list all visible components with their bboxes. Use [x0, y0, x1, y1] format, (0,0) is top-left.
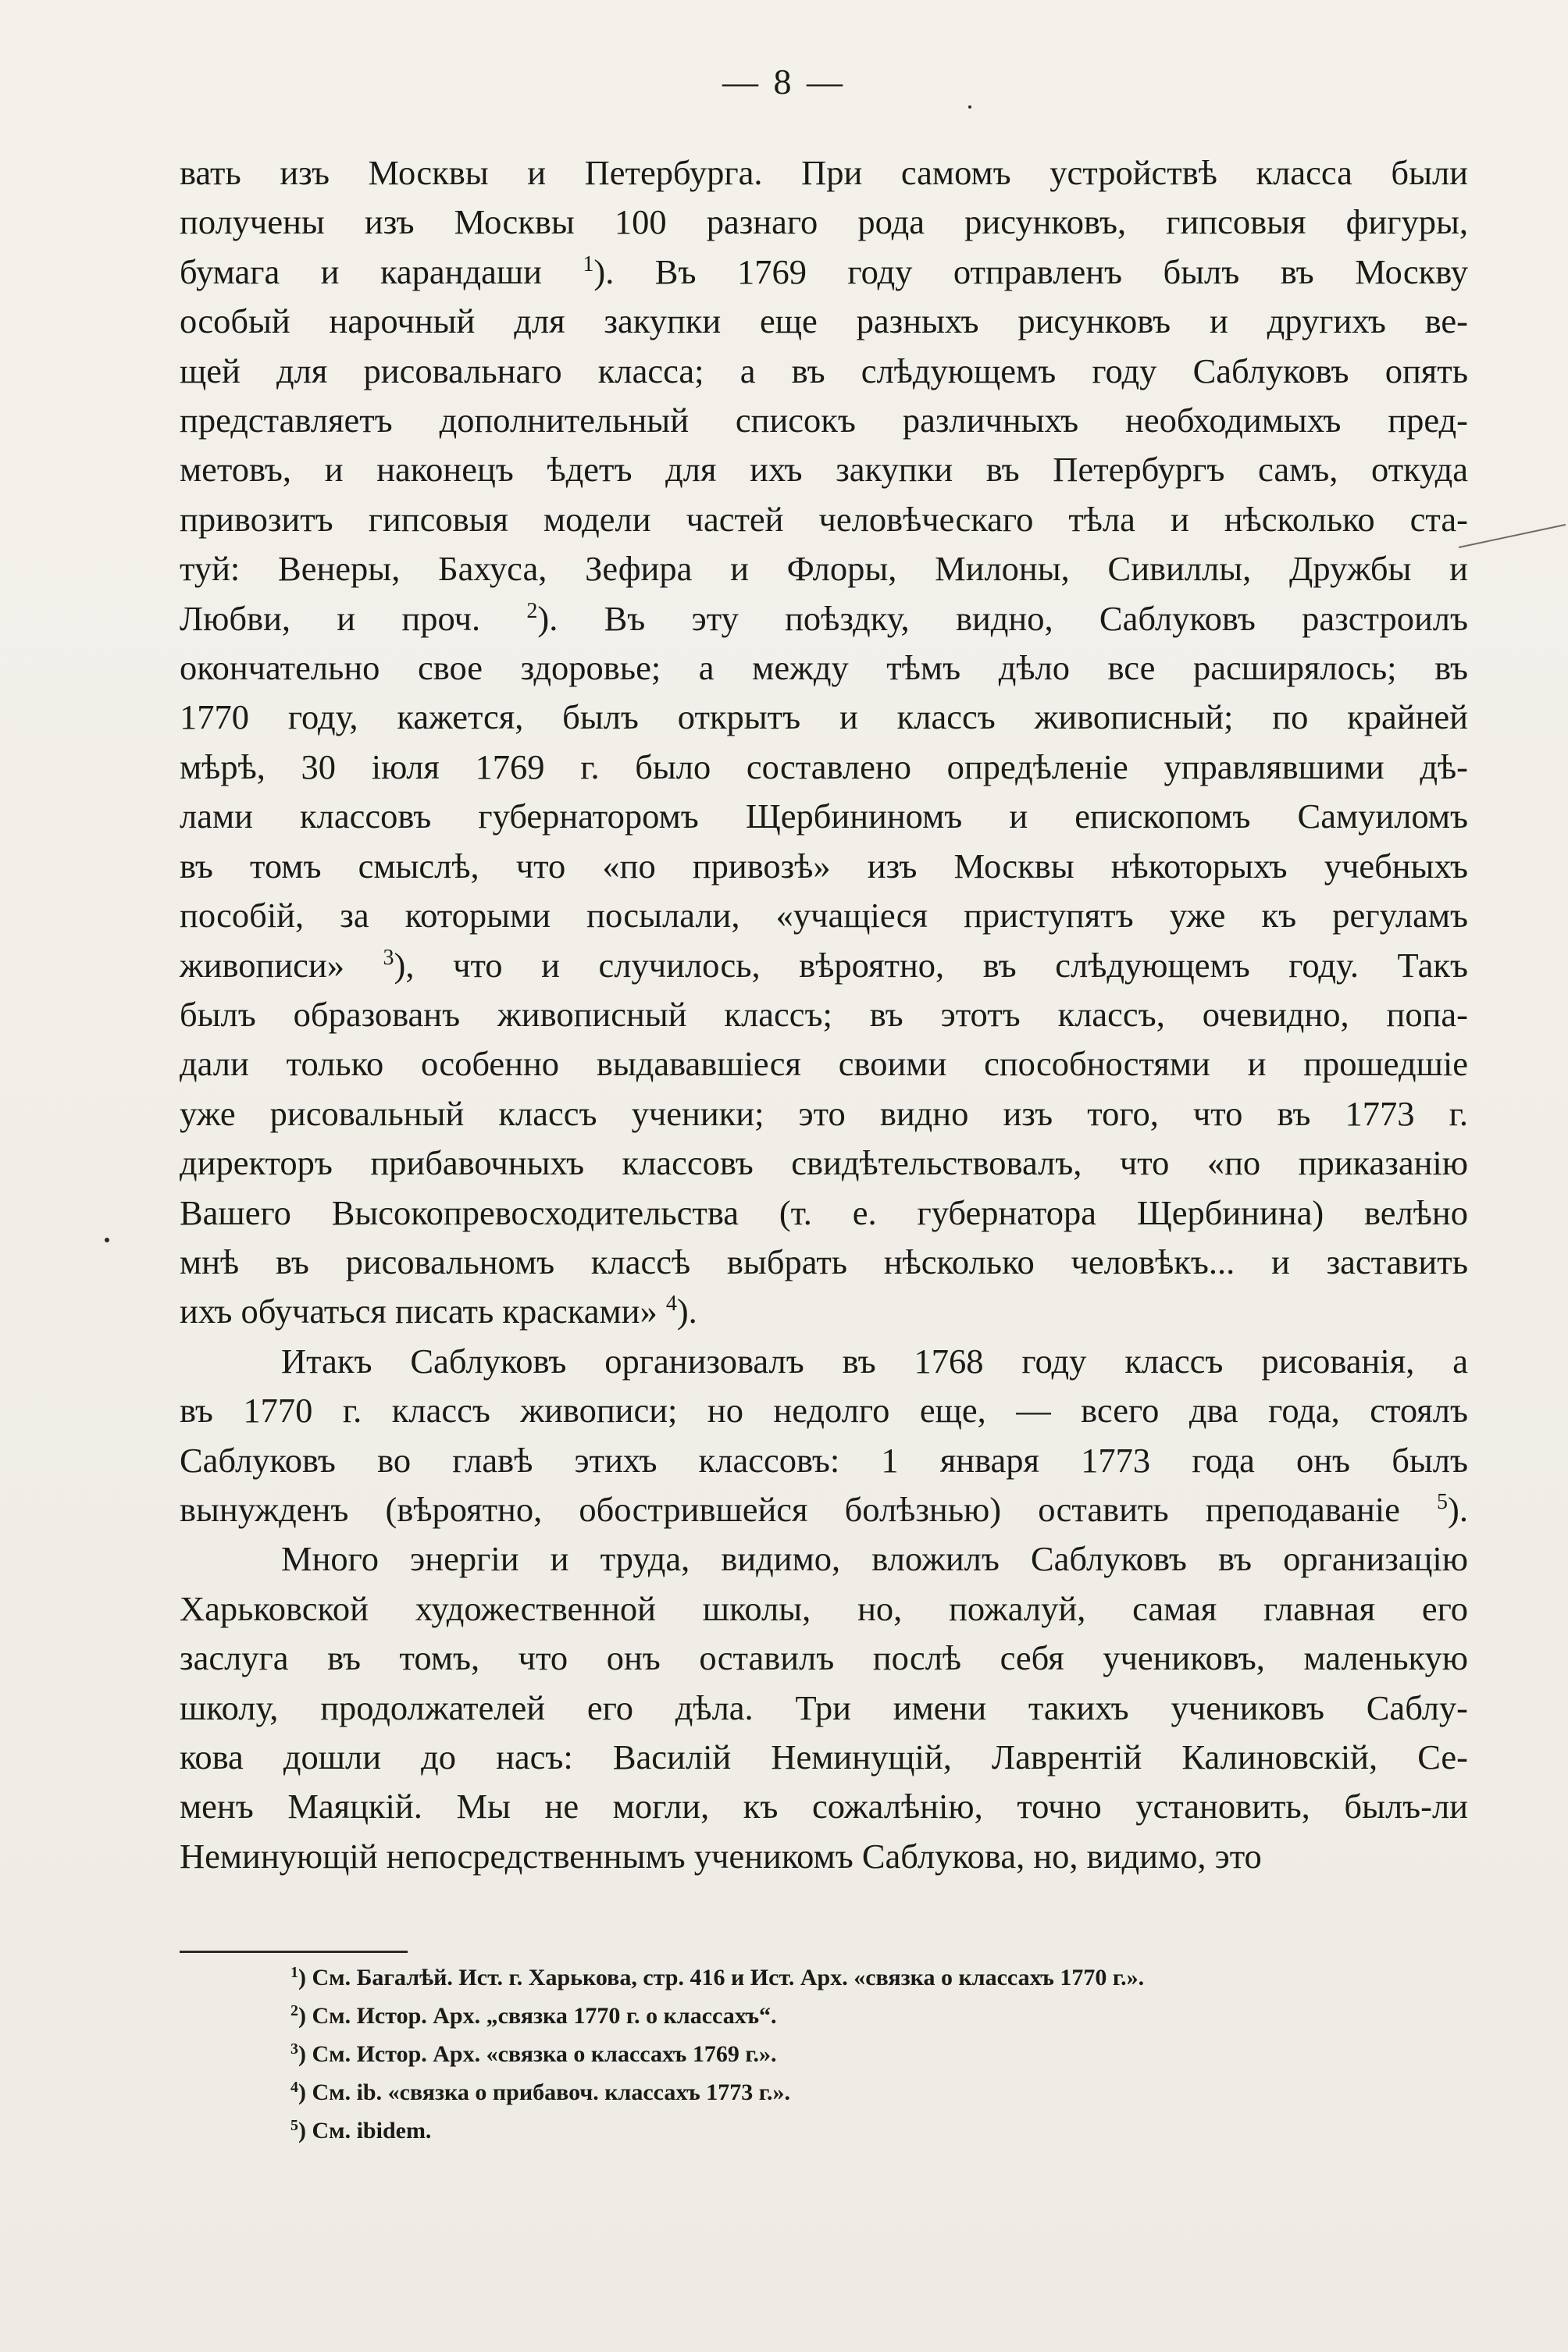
- text-line: въ томъ смыслѣ, что «по привозѣ» изъ Москвы нѣкоторыхъ учебныхъ: [180, 846, 1468, 886]
- ink-speck: [968, 105, 971, 109]
- text-line: вынужденъ (вѣроятно, обострившейся болѣзнью) оставить преподаваніе $^5$).: [180, 1489, 1468, 1529]
- text-line: въ 1770 г. классъ живописи; но недолго еще, — всего два года, стоялъ: [180, 1391, 1468, 1431]
- text-line: школу, продолжателей его дѣла. Три имени такихъ учениковъ Саблу-: [180, 1687, 1468, 1727]
- text-line: Вашего Высокопревосходительства (т. е. губернатора Щербинина) велѣно: [180, 1192, 1468, 1232]
- text-line: получены изъ Москвы 100 разнаго рода рисунковъ, гипсовыя фигуры,: [180, 202, 1468, 242]
- margin-pencil-mark: [1459, 524, 1566, 548]
- footnote-ref: 1: [583, 251, 594, 276]
- text-line: Итакъ Саблуковъ организовалъ въ 1768 году классъ рисованія, а: [281, 1341, 1468, 1381]
- text-line: Много энергіи и труда, видимо, вложилъ Саблуковъ въ организацію: [281, 1539, 1468, 1579]
- text-line: мнѣ въ рисовальномъ классѣ выбрать нѣсколько человѣкъ... и заставить: [180, 1242, 1468, 1281]
- text-line: уже рисовальный классъ ученики; это видно изъ того, что въ 1773 г.: [180, 1093, 1468, 1133]
- text-line: Любви, и проч. $^2$). Въ эту поѣздку, видно, Саблуковъ разстроилъ: [180, 598, 1468, 638]
- text-line: Харьковской художественной школы, но, пожалуй, самая главная его: [180, 1588, 1468, 1628]
- text-line: щей для рисовальнаго класса; а въ слѣдующемъ году Саблуковъ опять: [180, 351, 1468, 390]
- footnote-ref: 5: [1437, 1489, 1449, 1514]
- footnote: $^3$) См. Истор. Арх. «связка о классахъ 1769 г.».: [290, 2040, 777, 2067]
- text-line: особый нарочный для закупки еще разныхъ рисунковъ и другихъ ве-: [180, 301, 1468, 341]
- text-line: менъ Маяцкій. Мы не могли, къ сожалѣнію, точно установить, былъ-ли: [180, 1787, 1468, 1826]
- text-line: бумага и карандаши $^1$). Въ 1769 году отправленъ былъ въ Москву: [180, 251, 1468, 291]
- text-line: Неминующій непосредственнымъ ученикомъ Саблукова, но, видимо, это: [180, 1836, 1262, 1876]
- footnote: $^5$) См. ibidem.: [290, 2117, 432, 2144]
- text-line: живописи» $^3$), что и случилось, вѣроятно, въ слѣдующемъ году. Такъ: [180, 945, 1468, 985]
- text-line: ихъ обучаться писать красками» $^4$).: [180, 1292, 697, 1331]
- text-line: туй: Венеры, Бахуса, Зефира и Флоры, Милоны, Сивиллы, Дружбы и: [180, 549, 1468, 589]
- text-line: мѣрѣ, 30 іюля 1769 г. было составлено опредѣленіе управлявшими дѣ-: [180, 747, 1468, 786]
- footnote-number: 2: [290, 2002, 298, 2019]
- text-line: Саблуковъ во главѣ этихъ классовъ: 1 января 1773 года онъ былъ: [180, 1440, 1468, 1480]
- footnote: $^1$) См. Багалѣй. Ист. г. Харькова, стр. 416 и Ист. Арх. «связка о классахъ 1770 г.».: [290, 1964, 1145, 1990]
- footnote-divider: [180, 1951, 408, 1953]
- footnote-number: 5: [290, 2117, 298, 2134]
- text-line: директоръ прибавочныхъ классовъ свидѣтельствовалъ, что «по приказанію: [180, 1143, 1468, 1183]
- footnotes: [290, 1958, 1493, 2150]
- footnote: $^4$) См. ib. «связка о прибавоч. классахъ 1773 г.».: [290, 2079, 790, 2105]
- text-line: заслуга въ томъ, что онъ оставилъ послѣ себя учениковъ, маленькую: [180, 1638, 1468, 1678]
- body-text: [180, 148, 1468, 1881]
- text-line: дали только особенно выдававшіеся своими способностями и прошедшіе: [180, 1044, 1468, 1084]
- text-line: метовъ, и наконецъ ѣдетъ для ихъ закупки въ Петербургъ самъ, откуда: [180, 450, 1468, 490]
- text-line: окончательно свое здоровье; а между тѣмъ дѣло все расширялось; въ: [180, 648, 1468, 688]
- footnote-ref: 3: [383, 945, 394, 970]
- text-line: 1770 году, кажется, былъ открытъ и классъ живописный; по крайней: [180, 697, 1468, 737]
- text-line: привозитъ гипсовыя модели частей человѣческаго тѣла и нѣсколько ста-: [180, 499, 1468, 539]
- ink-speck: [105, 1238, 109, 1242]
- text-line: пособій, за которыми посылали, «учащіеся приступятъ уже къ регуламъ: [180, 896, 1468, 935]
- text-line: представляетъ дополнительный списокъ различныхъ необходимыхъ пред-: [180, 401, 1468, 440]
- text-line: вать изъ Москвы и Петербурга. При самомъ устройствѣ класса были: [180, 153, 1468, 192]
- text-line: лами классовъ губернаторомъ Щербининомъ и епископомъ Самуиломъ: [180, 796, 1468, 836]
- footnote-number: 4: [290, 2079, 298, 2096]
- footnote-ref: 4: [665, 1292, 677, 1317]
- footnote-ref: 2: [526, 598, 538, 623]
- page-number: — 8 —: [722, 62, 846, 102]
- text-line: былъ образованъ живописный классъ; въ этотъ классъ, очевидно, попа-: [180, 994, 1468, 1034]
- footnote-number: 1: [290, 1964, 298, 1981]
- footnote-number: 3: [290, 2040, 298, 2058]
- footnote: $^2$) См. Истор. Арх. „связка 1770 г. о классахъ“.: [290, 2002, 777, 2029]
- text-line: кова дошли до насъ: Василій Неминущій, Лаврентій Калиновскій, Се-: [180, 1737, 1468, 1776]
